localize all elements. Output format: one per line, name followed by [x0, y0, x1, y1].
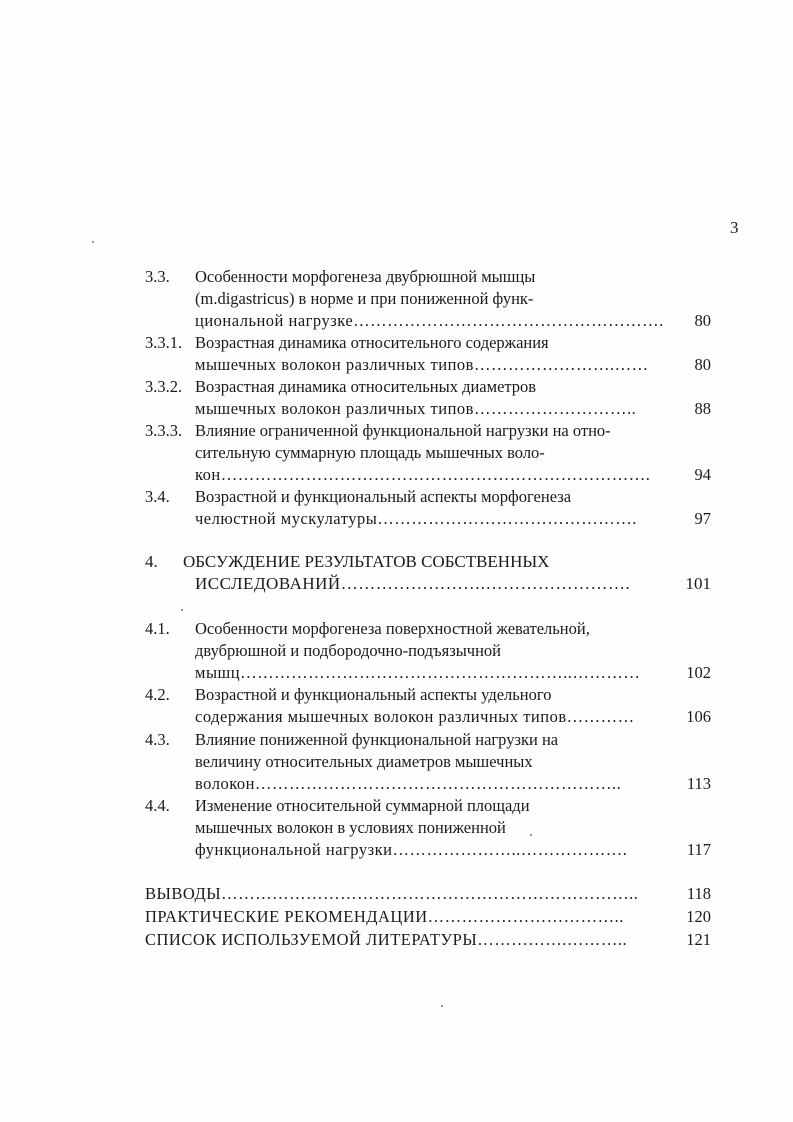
scan-speck	[181, 609, 183, 611]
toc-text: мышечных волокон различных типов…………………….……	[195, 355, 649, 374]
toc-text: Изменение относительной суммарной площади	[195, 796, 530, 815]
toc-number: 3.3.1.	[145, 333, 183, 352]
toc-number: 3.3.3.	[145, 421, 183, 440]
toc-text: Влияние пониженной функциональной нагрузки на	[195, 730, 559, 749]
toc-text: Возрастной и функциональный аспекты удельного	[195, 685, 552, 704]
toc-text: Возрастная динамика относительного содержания	[195, 333, 549, 352]
scan-speck	[530, 834, 532, 836]
toc-number: 4.3.	[145, 730, 170, 749]
toc-text: Влияние ограниченной функциональной нагрузки на отно-	[195, 421, 611, 440]
toc-text: двубрюшной и подбородочно-подъязычной	[195, 641, 502, 660]
toc-text: Возрастная динамика относительных диаметров	[195, 377, 537, 396]
toc-text: Особенности морфогенеза поверхностной жевательной,	[195, 619, 590, 638]
toc-text: функциональной нагрузки…………………..……………….	[195, 840, 628, 859]
toc-text: мышц…………………………………………………..…………	[195, 663, 641, 682]
toc-page: 113	[686, 774, 711, 793]
toc-page: 97	[694, 509, 711, 528]
toc-text: содержания мышечных волокон различных типов…………	[195, 707, 635, 726]
toc-text: ОБСУЖДЕНИЕ РЕЗУЛЬТАТОВ СОБСТВЕННЫХ	[183, 552, 550, 571]
toc-page: 120	[686, 907, 711, 926]
toc-text: кон………………………………………………………………….	[195, 465, 651, 484]
toc-number: 4.4.	[145, 796, 170, 815]
toc-page: 117	[686, 840, 711, 859]
toc-text: ИССЛЕДОВАНИЙ…………………….…………………….	[195, 574, 631, 593]
toc-text: Возрастной и функциональный аспекты морфогенеза	[195, 487, 572, 506]
toc-text: (m.digastricus) в норме и при пониженной функ-	[195, 289, 534, 308]
toc-number: 4.	[145, 552, 158, 571]
toc-page: 80	[694, 311, 711, 330]
toc-page: 106	[686, 707, 711, 726]
toc-text: Особенности морфогенеза двубрюшной мышцы	[195, 267, 536, 286]
toc-text: ВЫВОДЫ………………………………………………………………..	[145, 884, 639, 903]
toc-number: 3.3.2.	[145, 377, 183, 396]
scan-speck	[441, 1005, 443, 1007]
toc-text: величину относительных диаметров мышечных	[195, 752, 533, 771]
scan-speck	[92, 241, 94, 243]
toc-number: 4.2.	[145, 685, 170, 704]
toc-text: мышечных волокон в условиях пониженной	[195, 818, 506, 837]
page-number: 3	[730, 218, 739, 237]
toc-text: мышечных волокон различных типов………………………..	[195, 399, 637, 418]
toc-number: 3.3.	[145, 267, 170, 286]
toc-page: 101	[685, 574, 711, 593]
toc-text: СПИСОК ИСПОЛЬЗУЕМОЙ ЛИТЕРАТУРЫ…………….………..	[145, 930, 628, 949]
toc-page: 94	[694, 465, 711, 484]
toc-text: ПРАКТИЧЕСКИЕ РЕКОМЕНДАЦИИ……………………………..	[145, 907, 624, 926]
toc-text: волокон………………………………………………………..	[195, 774, 622, 793]
toc-page: 118	[686, 884, 711, 903]
toc-page: 80	[694, 355, 711, 374]
toc-text: челюстной мускулатуры……………………………………….	[195, 509, 637, 528]
toc-number: 4.1.	[145, 619, 170, 638]
toc-page: 121	[686, 930, 711, 949]
toc-text: циональной нагрузке……………………………………………….	[195, 311, 664, 330]
toc-number: 3.4.	[145, 487, 170, 506]
toc-page: 102	[686, 663, 711, 682]
toc-page: 88	[694, 399, 711, 418]
toc-text: сительную суммарную площадь мышечных воло-	[195, 443, 545, 462]
